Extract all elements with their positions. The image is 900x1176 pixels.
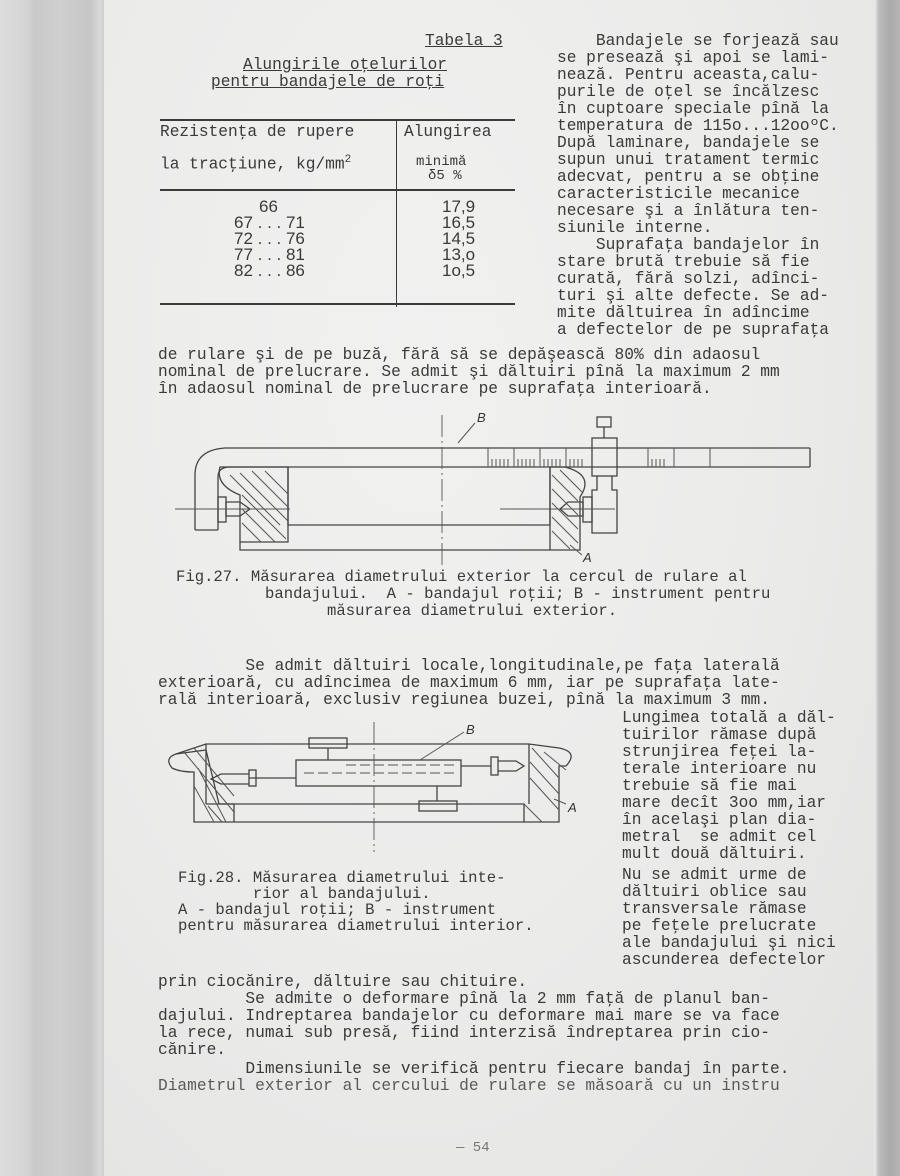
text-line: Diametrul exterior al cercului de rulare se măsoară cu un instru [158, 1077, 780, 1095]
scale-ticks [488, 448, 710, 467]
text-line: Suprafaţa bandajelor în [557, 236, 820, 254]
text-line: Lungimea totală a dăl- [622, 709, 836, 727]
tire-inner-cavity [288, 467, 550, 525]
table-header-col2-line3: δ5 % [428, 168, 462, 184]
top-knurled-knob [309, 738, 347, 748]
right-jaw [592, 476, 617, 533]
table-header-col2-line2: minimă [416, 154, 467, 170]
text-line: Bandajele se forjează sau [557, 32, 839, 50]
leader-b [420, 732, 464, 760]
text-line: dajului. Indreptarea bandajelor cu deformare mai mare se va face [158, 1007, 780, 1025]
caliper-beam-top [195, 448, 810, 530]
table-number: Tabela 3 [425, 32, 503, 50]
caption-line: pentru măsurarea diametrului interior. [178, 917, 534, 935]
text-line: nominal de prelucrare. Se admit şi dăltuiri pînă la maximum 2 mm [158, 363, 780, 381]
right-nut [491, 757, 498, 775]
text-line: siunile interne. [557, 219, 713, 237]
page-number: — 54 [456, 1140, 490, 1156]
table-cell-elongation: 17,9 [442, 197, 476, 216]
text-line: transversale rămase [622, 900, 807, 918]
table-cell-strength: 82 . . . 86 [234, 261, 305, 280]
tire-left-section [169, 750, 234, 822]
text-line: Se admit dăltuiri locale,longitudinale,pe faţa laterală [158, 657, 780, 675]
label-a: A [568, 800, 577, 815]
page-edge-shadow [874, 0, 900, 1176]
text-line: ale bandajului şi nici [622, 934, 836, 952]
text-line: mult două dăltuiri. [622, 845, 807, 863]
leader-a [554, 799, 566, 804]
text-line: în adaosul nominal de prelucrare pe suprafaţa interioară. [158, 380, 712, 398]
hatching [184, 748, 566, 822]
text-line: trebuie să fie mai [622, 777, 797, 795]
label-b: B [466, 722, 475, 737]
text-line: tuirilor rămase după [622, 726, 817, 744]
text-line: După laminare, bandajele se [557, 134, 820, 152]
figure-27-caption-line3: măsurarea diametrului exterior. [327, 602, 618, 620]
text-line: caracteristicile mecanice [557, 185, 800, 203]
caption-line: rior al bandajului. [178, 885, 431, 903]
table-cell-strength: 66 [259, 197, 278, 216]
text-line: rală interioară, exclusiv regiunea buzei, pînă la maximum 3 mm. [158, 691, 770, 709]
caption-line: Fig.28. Măsurarea diametrului inte- [178, 869, 506, 887]
figure-27-caption-line2: bandajului. A - bandajul roţii; B - instrument pentru [265, 585, 771, 603]
table-header-col1-line1: Rezistenţa de rupere [160, 123, 355, 141]
text-line: mite dăltuirea în adîncime [557, 304, 810, 322]
thumb-screw [597, 417, 611, 427]
text-line: turi şi alte defecte. Se ad- [557, 287, 829, 305]
table-cell-strength: 67 . . . 71 [234, 213, 305, 232]
table-column-divider [396, 121, 397, 307]
text-line: stare brută trebuie să fie [557, 253, 810, 271]
left-tip [211, 774, 249, 784]
text-line: dăltuiri oblice sau [622, 883, 807, 901]
text-line: adecvat, pentru a se obţine [557, 168, 820, 186]
label-a: A [583, 550, 592, 565]
table-title-line2: pentru bandajele de roţi [211, 73, 445, 91]
text-line: de rulare şi de pe buză, fără să se depăşească 80% din adaosul [158, 346, 761, 364]
text-line: cănire. [158, 1041, 226, 1059]
table-title-line1: Alungirile oţelurilor [243, 56, 447, 74]
slider-body [592, 438, 617, 476]
text-line: mare decît 3oo mm,iar [622, 794, 826, 812]
text-line: temperatura de 115o...12ooºC. [557, 117, 839, 135]
table-cell-elongation: 13,o [442, 245, 476, 264]
text-line: purile de oţel se încălzesc [557, 83, 820, 101]
table-cell-elongation: 1o,5 [442, 261, 476, 280]
superscript: 2 [344, 154, 352, 166]
text-line: în cuptoare speciale pînă la [557, 100, 829, 118]
text-line: supun unui tratament termic [557, 151, 820, 169]
bottom-knurled-knob [419, 801, 457, 811]
table-bottom-rule [160, 303, 515, 305]
caliper-beam-bottom [218, 467, 810, 530]
text-line: nează. Pentru aceasta,calu- [557, 66, 820, 84]
table-header-rule [160, 189, 515, 191]
text-line: ascunderea defectelor [622, 951, 826, 969]
text-line: se presează şi apoi se lami- [557, 49, 829, 67]
text-line: strunjirea feţei la- [622, 743, 817, 761]
tire-base-line [240, 542, 550, 550]
text-line: a defectelor de pe suprafaţa [557, 321, 829, 339]
table-cell-strength: 72 . . . 76 [234, 229, 305, 248]
text-line: prin ciocănire, dăltuire sau chituire. [158, 973, 528, 991]
table-cell-elongation: 16,5 [442, 213, 476, 232]
text-line: necesare şi a înlătura ten- [557, 202, 820, 220]
figure-27-caption-line1: Fig.27. Măsurarea diametrului exterior la cercul de rulare al [176, 568, 747, 586]
caption-line: A - bandajul roţii; B - instrument [178, 901, 497, 919]
text-line: terale interioare nu [622, 760, 817, 778]
table-top-rule [160, 119, 515, 121]
right-tip [498, 761, 524, 771]
label-b: B [477, 410, 486, 425]
book-binding [0, 0, 104, 1176]
table-cell-elongation: 14,5 [442, 229, 476, 248]
text-line: în acelaşi plan dia- [622, 811, 817, 829]
text-line: metral se admit cel [622, 828, 817, 846]
table-header-col2-line1: Alungirea [404, 123, 492, 141]
table-header-col1-line2: la tracţiune, $kg/mm^2$ [160, 154, 352, 174]
text-line: exterioară, cu adîncimea de maximum 6 mm, iar pe suprafaţa late- [158, 674, 780, 692]
text-line: Nu se admit urme de [622, 866, 807, 884]
text-line: pe feţele prelucrate [622, 917, 817, 935]
text-line: la rece, numai sub presă, fiind interzisă îndreptarea prin cio- [158, 1024, 770, 1042]
figure-28-drawing [164, 722, 594, 852]
table-cell-strength: 77 . . . 81 [234, 245, 305, 264]
text-line: Dimensiunile se verifică pentru fiecare bandaj în parte. [158, 1060, 790, 1078]
document-page [104, 0, 874, 1176]
figure-27-drawing [170, 405, 810, 570]
text-line: curată, fără solzi, adînci- [557, 270, 820, 288]
leader-b [458, 423, 475, 443]
text-line: Se admite o deformare pînă la 2 mm faţă de planul ban- [158, 990, 770, 1008]
